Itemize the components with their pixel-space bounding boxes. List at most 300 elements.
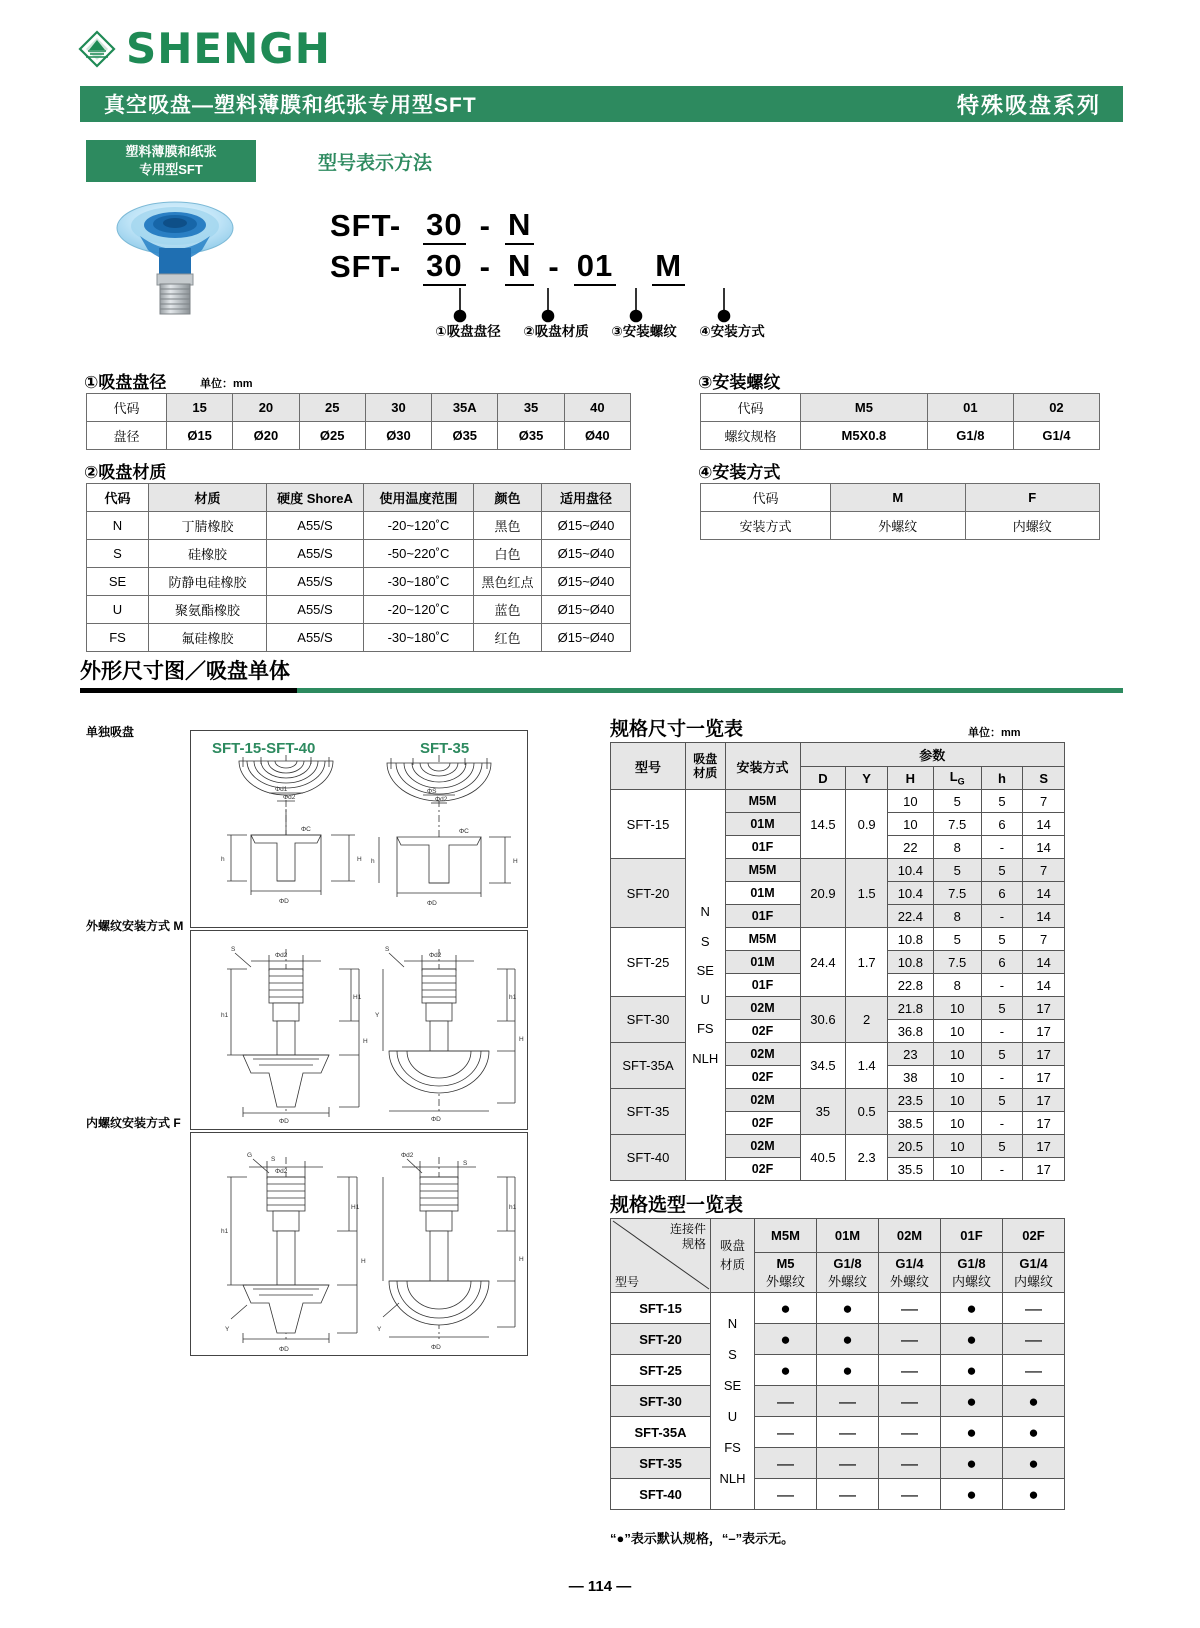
svg-text:H: H <box>519 1036 524 1043</box>
svg-text:ΦC: ΦC <box>301 826 311 833</box>
spec-Y: 0.5 <box>846 1089 888 1135</box>
spec-model: SFT-35A <box>611 1043 686 1089</box>
material-stack: N S SE U FS NLH <box>685 790 725 1181</box>
spec-LG: 7.5 <box>933 951 981 974</box>
sel-mark: ● <box>755 1324 817 1355</box>
table-row <box>701 394 1100 422</box>
col-LG: $L_G$ <box>933 767 981 790</box>
col-H: H <box>887 767 933 790</box>
cell: Ø35 <box>432 422 498 450</box>
model2-prefix: SFT- <box>330 248 402 284</box>
cell: N <box>87 512 149 540</box>
spec-h: - <box>981 836 1023 859</box>
cell: Ø15~Ø40 <box>542 512 631 540</box>
spec-mount: 02M <box>725 997 800 1020</box>
sel-model: SFT-35 <box>611 1448 711 1479</box>
col-param-group: 参数 <box>800 743 1065 767</box>
spec-LG: 8 <box>933 905 981 928</box>
material-table-heading: ②吸盘材质 <box>84 463 167 482</box>
svg-text:ΦD: ΦD <box>279 1118 289 1125</box>
cell: -50~220˚C <box>364 540 474 568</box>
col-material: 材质 <box>149 484 267 512</box>
spec-h: - <box>981 905 1023 928</box>
spec-mount: M5M <box>725 790 800 813</box>
spec-LG: 10 <box>933 1158 981 1181</box>
sel-col-spec: M5 外螺纹 <box>755 1253 817 1293</box>
cell: Ø20 <box>233 422 299 450</box>
cell: -30~180˚C <box>364 624 474 652</box>
sel-mark: — <box>879 1355 941 1386</box>
model-notation-block <box>330 205 685 287</box>
svg-text:Φd1: Φd1 <box>275 786 288 793</box>
spec-h: - <box>981 974 1023 997</box>
table-row <box>701 422 1100 450</box>
sel-mark: ● <box>941 1386 1003 1417</box>
suction-cup-photo <box>110 188 240 323</box>
cell: 丁腈橡胶 <box>149 512 267 540</box>
col-code: 代码 <box>87 484 149 512</box>
col-mount-type: 安装方式 <box>725 743 800 790</box>
product-type-label <box>86 140 256 182</box>
model2-dash2: - <box>548 248 560 284</box>
spec-table-unit: 单位：mm <box>968 727 1021 739</box>
cell: M5X0.8 <box>801 422 928 450</box>
corner-model-label: 型号 <box>615 1275 640 1290</box>
cell: FS <box>87 624 149 652</box>
cell: 黑色 <box>474 512 542 540</box>
sel-mark: — <box>1003 1324 1065 1355</box>
sel-mark: ● <box>817 1324 879 1355</box>
spec-H: 22.8 <box>887 974 933 997</box>
sel-mark: — <box>879 1417 941 1448</box>
cell: 氟硅橡胶 <box>149 624 267 652</box>
sel-mark: — <box>1003 1355 1065 1386</box>
model2-thread: 01 <box>574 248 616 286</box>
table-row <box>611 997 1065 1020</box>
svg-text:Φd2: Φd2 <box>275 1168 288 1175</box>
diameter-unit-note: 单位：mm <box>200 378 253 390</box>
model-line-1 <box>330 205 685 246</box>
spec-S: 14 <box>1023 974 1065 997</box>
sel-mark: — <box>879 1386 941 1417</box>
sel-mark: ● <box>941 1448 1003 1479</box>
svg-text:S: S <box>385 946 390 953</box>
sel-mark: ● <box>817 1355 879 1386</box>
spec-h: 5 <box>981 928 1023 951</box>
svg-text:H1: H1 <box>351 1204 360 1211</box>
sel-col-spec: G1/8 内螺纹 <box>941 1253 1003 1293</box>
cell: -20~120˚C <box>364 596 474 624</box>
series-title: 特殊吸盘系列 <box>956 92 1101 118</box>
svg-text:H: H <box>357 856 362 863</box>
svg-text:h1: h1 <box>221 1012 229 1019</box>
spec-D: 20.9 <box>800 859 846 928</box>
mounting-table-heading: ④安装方式 <box>698 463 781 482</box>
side-label-single-cup: 单独吸盘 <box>86 725 135 739</box>
cell: 外螺纹 <box>831 512 966 540</box>
svg-text:ΦS: ΦS <box>427 788 437 795</box>
spec-D: 34.5 <box>800 1043 846 1089</box>
spec-h: 5 <box>981 1043 1023 1066</box>
spec-S: 7 <box>1023 790 1065 813</box>
model1-material: N <box>505 207 534 245</box>
spec-H: 10.8 <box>887 951 933 974</box>
svg-text:Φd2: Φd2 <box>401 1152 414 1159</box>
side-label-internal-thread: 内螺纹安装方式 F <box>86 1116 181 1130</box>
spec-LG: 8 <box>933 836 981 859</box>
sel-mark: ● <box>755 1355 817 1386</box>
brand-logo <box>78 24 331 73</box>
diameter-row1-label: 盘径 <box>87 422 167 450</box>
spec-LG: 8 <box>933 974 981 997</box>
page-title: 真空吸盘—塑料薄膜和纸张专用型SFT <box>104 94 477 117</box>
page-number: — 114 — <box>568 1578 632 1595</box>
spec-h: 5 <box>981 859 1023 882</box>
svg-text:h: h <box>371 858 375 865</box>
spec-mount: 02M <box>725 1043 800 1066</box>
cell: 01 <box>927 394 1013 422</box>
table-row <box>611 859 1065 882</box>
table-header-row <box>611 743 1065 767</box>
spec-table-heading: 规格尺寸一览表 <box>610 719 744 740</box>
cell: 40 <box>564 394 630 422</box>
spec-S: 14 <box>1023 882 1065 905</box>
spec-mount: 01M <box>725 882 800 905</box>
spec-LG: 5 <box>933 928 981 951</box>
cell: S <box>87 540 149 568</box>
sel-model: SFT-40 <box>611 1479 711 1510</box>
legend-item-thread: ③安装螺纹 <box>611 324 677 339</box>
table-row <box>87 596 631 624</box>
spec-S: 17 <box>1023 1135 1065 1158</box>
spec-h: - <box>981 1066 1023 1089</box>
spec-h: - <box>981 1112 1023 1135</box>
svg-text:H: H <box>513 858 518 865</box>
svg-text:S: S <box>463 1160 468 1167</box>
svg-text:S: S <box>271 1156 276 1163</box>
cell: A55/S <box>267 568 364 596</box>
svg-text:h1: h1 <box>221 1228 229 1235</box>
cell: 02 <box>1013 394 1099 422</box>
sel-model: SFT-15 <box>611 1293 711 1324</box>
spec-LG: 10 <box>933 1020 981 1043</box>
table-header-row <box>87 484 631 512</box>
svg-text:H: H <box>519 1256 524 1263</box>
spec-LG: 10 <box>933 997 981 1020</box>
section-divider <box>80 688 1123 693</box>
legend-item-material: ②吸盘材质 <box>523 324 589 339</box>
spec-model: SFT-20 <box>611 859 686 928</box>
spec-h: - <box>981 1020 1023 1043</box>
spec-LG: 10 <box>933 1066 981 1089</box>
cell: M5 <box>801 394 928 422</box>
spec-mount: 02F <box>725 1112 800 1135</box>
sel-mark: — <box>817 1448 879 1479</box>
spec-h: 6 <box>981 951 1023 974</box>
spec-D: 40.5 <box>800 1135 846 1181</box>
spec-mount: M5M <box>725 928 800 951</box>
svg-text:ΦD: ΦD <box>431 1116 441 1123</box>
spec-H: 35.5 <box>887 1158 933 1181</box>
drawing-panel-external-thread <box>190 930 528 1130</box>
product-label-line2: 专用型SFT <box>139 162 203 177</box>
cell: G1/8 <box>927 422 1013 450</box>
svg-text:ΦD: ΦD <box>279 898 289 905</box>
spec-H: 38 <box>887 1066 933 1089</box>
model1-prefix: SFT- <box>330 207 402 243</box>
spec-H: 23.5 <box>887 1089 933 1112</box>
spec-H: 10.4 <box>887 859 933 882</box>
table-row <box>611 1089 1065 1112</box>
spec-mount: 01F <box>725 836 800 859</box>
sel-mark: ● <box>1003 1448 1065 1479</box>
sel-model: SFT-35A <box>611 1417 711 1448</box>
col-S: S <box>1023 767 1065 790</box>
spec-S: 14 <box>1023 813 1065 836</box>
spec-LG: 10 <box>933 1089 981 1112</box>
spec-Y: 2 <box>846 997 888 1043</box>
spec-h: 5 <box>981 1089 1023 1112</box>
svg-text:Φd2: Φd2 <box>275 952 288 959</box>
selection-corner-cell <box>611 1219 711 1293</box>
model-notation-heading: 型号表示方法 <box>318 153 433 174</box>
sel-mark: — <box>1003 1293 1065 1324</box>
mounting-row0-label: 代码 <box>701 484 831 512</box>
table-row <box>611 1417 1065 1448</box>
table-row <box>611 1386 1065 1417</box>
cell: 35 <box>498 394 564 422</box>
sel-mark: ● <box>941 1293 1003 1324</box>
spec-D: 35 <box>800 1089 846 1135</box>
spec-model: SFT-35 <box>611 1089 686 1135</box>
svg-text:H1: H1 <box>353 994 362 1001</box>
table-row <box>87 568 631 596</box>
col-Y: Y <box>846 767 888 790</box>
spec-LG: 10 <box>933 1135 981 1158</box>
col-material: 吸盘 材质 <box>685 743 725 790</box>
cell: G1/4 <box>1013 422 1099 450</box>
cell: U <box>87 596 149 624</box>
svg-text:G: G <box>247 1152 253 1159</box>
drawing-panel-single-cup <box>190 730 528 928</box>
thread-table <box>700 393 1100 450</box>
dimension-section-heading: 外形尺寸图／吸盘单体 <box>80 660 290 683</box>
cell: 30 <box>365 394 431 422</box>
table-row <box>611 1448 1065 1479</box>
table-row <box>87 540 631 568</box>
cell: Ø35 <box>498 422 564 450</box>
cell: 蓝色 <box>474 596 542 624</box>
col-hardness: 硬度 ShoreA <box>267 484 364 512</box>
cell: SE <box>87 568 149 596</box>
table-row <box>87 394 631 422</box>
spec-S: 14 <box>1023 905 1065 928</box>
spec-model: SFT-15 <box>611 790 686 859</box>
spec-mount: 02M <box>725 1089 800 1112</box>
diameter-table <box>86 393 631 450</box>
sel-model: SFT-20 <box>611 1324 711 1355</box>
table-row <box>701 484 1100 512</box>
selection-table-heading: 规格选型一览表 <box>610 1195 744 1216</box>
table-row <box>701 512 1100 540</box>
sel-mark: — <box>755 1386 817 1417</box>
sel-col-spec: G1/8 外螺纹 <box>817 1253 879 1293</box>
corner-connector-label: 连接件 规格 <box>669 1222 706 1251</box>
spec-H: 20.5 <box>887 1135 933 1158</box>
spec-Y: 1.7 <box>846 928 888 997</box>
sel-col-code: 01F <box>941 1219 1003 1253</box>
spec-mount: 02F <box>725 1158 800 1181</box>
spec-S: 7 <box>1023 859 1065 882</box>
table-row <box>611 1479 1065 1510</box>
svg-text:ΦD: ΦD <box>279 1346 289 1353</box>
col-material: 吸盘 材质 <box>711 1219 755 1293</box>
col-model: 型号 <box>611 743 686 790</box>
sel-mark: ● <box>1003 1386 1065 1417</box>
selection-table-note: “●”表示默认规格，“–”表示无。 <box>610 1531 795 1546</box>
spec-Y: 1.4 <box>846 1043 888 1089</box>
cell: Ø15 <box>167 422 233 450</box>
drawing-panel-internal-thread <box>190 1132 528 1356</box>
sel-mark: ● <box>1003 1479 1065 1510</box>
svg-text:H: H <box>361 1258 366 1265</box>
cell: Ø15~Ø40 <box>542 624 631 652</box>
svg-text:Y: Y <box>377 1326 382 1333</box>
cell: 白色 <box>474 540 542 568</box>
sel-mark: — <box>879 1479 941 1510</box>
spec-S: 17 <box>1023 1089 1065 1112</box>
sel-col-code: 02F <box>1003 1219 1065 1253</box>
material-stack: N S SE U FS NLH <box>711 1293 755 1510</box>
svg-text:Φd2: Φd2 <box>435 796 448 803</box>
material-table <box>86 483 631 652</box>
sel-model: SFT-25 <box>611 1355 711 1386</box>
spec-h: 5 <box>981 1135 1023 1158</box>
thread-row0-label: 代码 <box>701 394 801 422</box>
spec-model: SFT-30 <box>611 997 686 1043</box>
table-row <box>611 1324 1065 1355</box>
sel-col-code: M5M <box>755 1219 817 1253</box>
cell: A55/S <box>267 624 364 652</box>
cell: 35A <box>432 394 498 422</box>
spec-Y: 2.3 <box>846 1135 888 1181</box>
model1-diameter: 30 <box>423 207 465 245</box>
table-row <box>87 624 631 652</box>
model2-mounting: M <box>652 248 685 286</box>
spec-S: 7 <box>1023 928 1065 951</box>
sel-mark: ● <box>755 1293 817 1324</box>
cell: 25 <box>299 394 365 422</box>
spec-S: 17 <box>1023 1066 1065 1089</box>
svg-text:S: S <box>231 946 236 953</box>
side-label-external-thread: 外螺纹安装方式 M <box>86 919 184 933</box>
cell: 内螺纹 <box>965 512 1100 540</box>
cell: 硅橡胶 <box>149 540 267 568</box>
spec-S: 14 <box>1023 836 1065 859</box>
legend-item-diameter: ①吸盘盘径 <box>435 324 501 339</box>
spec-LG: 7.5 <box>933 882 981 905</box>
sel-mark: ● <box>941 1417 1003 1448</box>
table-row <box>87 512 631 540</box>
sel-mark: — <box>755 1417 817 1448</box>
spec-S: 17 <box>1023 1112 1065 1135</box>
spec-S: 17 <box>1023 1158 1065 1181</box>
spec-H: 36.8 <box>887 1020 933 1043</box>
spec-h: 5 <box>981 997 1023 1020</box>
sel-mark: — <box>817 1417 879 1448</box>
svg-text:h1: h1 <box>509 1204 517 1211</box>
spec-LG: 5 <box>933 859 981 882</box>
spec-S: 17 <box>1023 1043 1065 1066</box>
spec-mount: 02F <box>725 1066 800 1089</box>
spec-h: 6 <box>981 813 1023 836</box>
model1-dash1: - <box>479 207 491 243</box>
cell: M <box>831 484 966 512</box>
col-color: 颜色 <box>474 484 542 512</box>
sel-col-code: 02M <box>879 1219 941 1253</box>
model2-diameter: 30 <box>423 248 465 286</box>
sel-col-code: 01M <box>817 1219 879 1253</box>
col-h: h <box>981 767 1023 790</box>
cell: Ø40 <box>564 422 630 450</box>
spec-S: 14 <box>1023 951 1065 974</box>
cell: Ø15~Ø40 <box>542 596 631 624</box>
spec-model: SFT-40 <box>611 1135 686 1181</box>
spec-H: 10.8 <box>887 928 933 951</box>
sel-mark: — <box>817 1386 879 1417</box>
legend-item-mounting: ④安装方式 <box>699 324 765 339</box>
svg-text:ΦD: ΦD <box>427 900 437 907</box>
table-row <box>611 790 1065 813</box>
diamond-logo-icon <box>78 30 116 68</box>
spec-D: 24.4 <box>800 928 846 997</box>
spec-mount: 01F <box>725 905 800 928</box>
sel-col-spec: G1/4 外螺纹 <box>879 1253 941 1293</box>
col-D: D <box>800 767 846 790</box>
sel-mark: — <box>755 1479 817 1510</box>
cell: 红色 <box>474 624 542 652</box>
table-header-row <box>611 1219 1065 1253</box>
spec-mount: 01M <box>725 951 800 974</box>
svg-text:h1: h1 <box>509 994 517 1001</box>
brand-name: SHENGH <box>126 24 331 73</box>
spec-mount: 02M <box>725 1135 800 1158</box>
spec-S: 17 <box>1023 1020 1065 1043</box>
table-row <box>611 928 1065 951</box>
sel-mark: ● <box>817 1293 879 1324</box>
sel-mark: — <box>817 1479 879 1510</box>
cell: A55/S <box>267 540 364 568</box>
model-legend <box>424 320 776 340</box>
spec-Y: 0.9 <box>846 790 888 859</box>
table-row <box>87 422 631 450</box>
table-row <box>611 1293 1065 1324</box>
mounting-table <box>700 483 1100 540</box>
table-row <box>611 1355 1065 1386</box>
cell: Ø25 <box>299 422 365 450</box>
spec-LG: 10 <box>933 1043 981 1066</box>
svg-text:H: H <box>363 1038 368 1045</box>
spec-h: - <box>981 1158 1023 1181</box>
spec-mount: M5M <box>725 859 800 882</box>
drawing-title-sft35: SFT-35 <box>420 740 470 757</box>
cell: 15 <box>167 394 233 422</box>
cell: A55/S <box>267 596 364 624</box>
spec-H: 10.4 <box>887 882 933 905</box>
table-row <box>611 1135 1065 1158</box>
model2-material: N <box>505 248 534 286</box>
model-line-2 <box>330 246 685 287</box>
